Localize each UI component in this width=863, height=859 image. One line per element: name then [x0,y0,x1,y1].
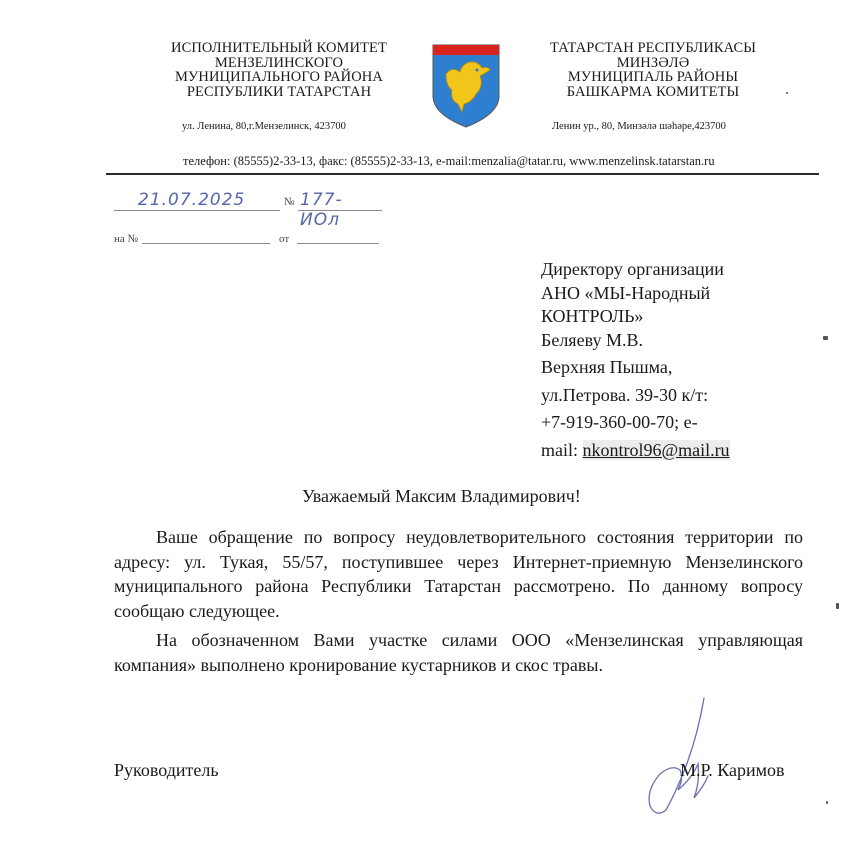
coat-of-arms-emblem [432,44,500,128]
issuer-name-tatar [512,41,794,99]
handwritten-signature [636,694,722,820]
issuer-line: МЕНЗЕЛИНСКОГО [214,54,344,71]
issuer-name-russian [138,41,420,99]
issuer-line: МИНЗӘЛӘ [616,54,690,71]
email-prefix: mail: [541,439,583,460]
in-reply-date-field [297,229,379,244]
recipient-line: Беляеву М.В. [541,329,643,350]
body-paragraph-1: Ваше обращение по вопросу неудовлетворительного состояния территории по адресу: ул. Тукая, 55/57, поступившее через Интернет-приемную Мензелинского муниципального района Республики Татарстан рассмотрено. По данному вопросу сообщаю следующее. [114,527,803,621]
in-reply-label: на № [114,233,139,245]
greeting: Уважаемый Максим Владимирович! [302,486,581,506]
scan-speck [786,92,788,94]
issuer-line: БАШКАРМА КОМИТЕТЫ [566,83,740,100]
issuer-contacts: телефон: (85555)2-33-13, факс: (85555)2-33-13, e-mail:menzalia@tatar.ru, www.menzelinsk.tatarstan.ru [183,154,715,168]
issuer-line: ТАТАРСТАН РЕСПУБЛИКАСЫ [549,40,757,56]
recipient-email-line [541,439,730,463]
number-field [298,190,382,230]
signatory-name: М.Р. Каримов [680,760,785,780]
issuer-line: МУНИЦИПАЛЬ РАЙОНЫ [567,69,739,85]
recipient-line: Директору организации [541,259,724,279]
scan-speck [823,336,828,340]
from-label: от [279,233,290,245]
recipient-line: АНО «МЫ-Народный [541,282,711,303]
issuer-line: РЕСПУБЛИКИ ТАТАРСТАН [186,83,372,100]
in-reply-number-field [142,229,270,244]
issuer-address-russian: ул. Ленина, 80,г.Мензелинск, 423700 [182,121,346,132]
outgoing-number: 177-ИОл [300,190,343,230]
recipient-block [541,258,730,462]
signatory-position: Руководитель [114,760,219,780]
recipient-line: ул.Петрова. 39-30 к/т: [541,384,709,405]
date-field [114,190,280,211]
number-label: № [284,196,295,208]
scan-speck [826,801,828,804]
outgoing-date: 21.07.2025 [138,190,246,210]
recipient-line: +7-919-360-00-70; e- [541,412,698,432]
scan-speck [836,603,839,609]
recipient-line: Верхняя Пышма, [541,357,673,377]
body-paragraph-2: На обозначенном Вами участке силами ООО «Мензелинская управляющая компания» выполнено кронирование кустарников и скос травы. [114,630,803,675]
issuer-line: МУНИЦИПАЛЬНОГО РАЙОНА [175,69,383,85]
issuer-line: ИСПОЛНИТЕЛЬНЫЙ КОМИТЕТ [171,40,387,56]
recipient-line: КОНТРОЛЬ» [541,306,644,326]
recipient-email-link[interactable]: nkontrol96@mail.ru [582,439,730,460]
issuer-address-tatar: Ленин ур., 80, Минзәлә шәһәре,423700 [552,121,726,132]
header-divider [106,173,819,175]
